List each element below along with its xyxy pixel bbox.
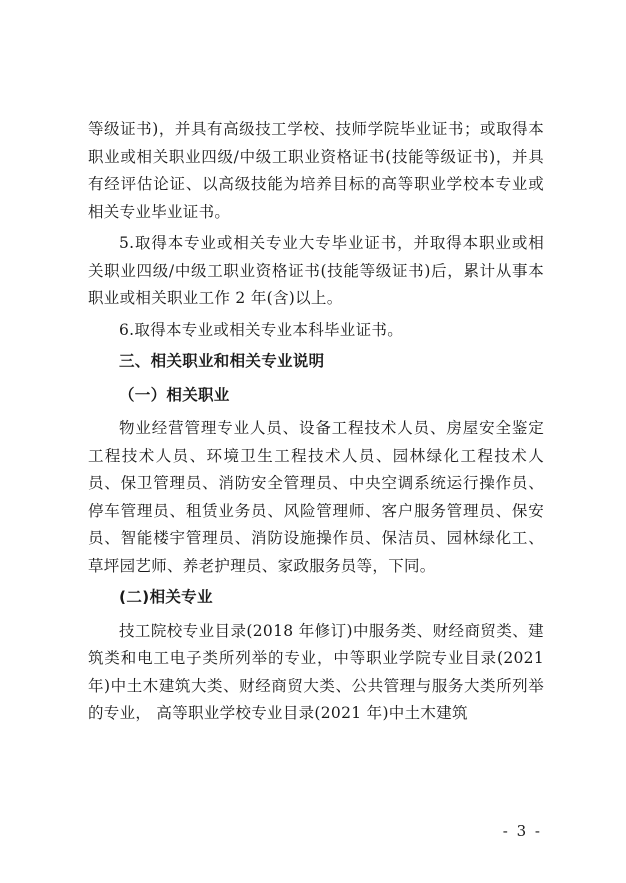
paragraph-certificate-continuation: 等级证书)，并具有高级技工学校、技师学院毕业证书；或取得本职业或相关职业四级/中级工职业资格证书(技能等级证书)，并具有经评估论证、以高级技能为培养目标的高等职业学校本专业或相关专业毕业证书。 xyxy=(88,120,544,221)
paragraph-item-6: 6.取得本专业或相关专业本科毕业证书。 xyxy=(119,320,403,339)
paragraph-occupation-list: 物业经营管理专业人员、设备工程技术人员、房屋安全鉴定工程技术人员、环境卫生工程技术人员、园林绿化工程技术人员、保卫管理员、消防安全管理员、中央空调系统运行操作员、停车管理员、租赁业务员、风险管理师、客户服务管理员、保安员、智能楼宇管理员、消防设施操作员、保洁员、园林绿化工、草坪园艺师、养老护理员、家政服务员等，下同。 xyxy=(88,419,544,575)
document-body xyxy=(88,116,544,732)
paragraph-item-5: 5.取得本专业或相关专业大专毕业证书，并取得本职业或相关职业四级/中级工职业资格证书(技能等级证书)后，累计从事本职业或相关职业工作 2 年(含)以上。 xyxy=(88,234,544,307)
section-heading-related: 三、相关职业和相关专业说明 xyxy=(119,352,325,370)
subheading-related-occupations: （一）相关职业 xyxy=(119,385,230,404)
paragraph-major-list: 技工院校专业目录(2018 年修订)中服务类、财经商贸类、建筑类和电工电子类所列举的专业，中等职业学院专业目录(2021 年)中土木建筑大类、财经商贸大类、公共管理与服务大类所列举的专业， 高等职业学校专业目录(2021 年)中土木建筑 xyxy=(88,621,544,722)
page-number: - 3 - xyxy=(502,822,542,840)
subheading-related-majors: (二)相关专业 xyxy=(119,588,213,606)
